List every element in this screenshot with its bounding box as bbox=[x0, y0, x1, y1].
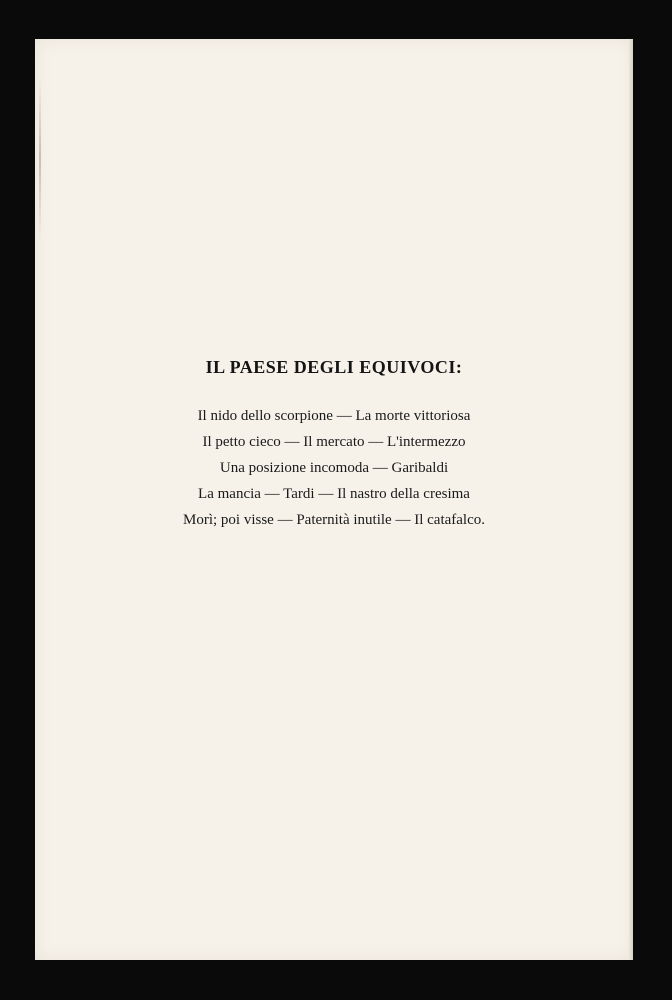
contents-line: La mancia — Tardi — Il nastro della cresima bbox=[198, 486, 470, 502]
contents-line: Il petto cieco — Il mercato — L'intermezzo bbox=[202, 434, 466, 450]
contents-list bbox=[35, 403, 633, 533]
contents-line: Il nido dello scorpione — La morte vittoriosa bbox=[197, 408, 471, 424]
contents-line: Morì; poi visse — Paternità inutile — Il catafalco. bbox=[182, 512, 485, 528]
page-crease bbox=[39, 79, 41, 239]
page-heading: IL PAESE DEGLI EQUIVOCI: bbox=[205, 357, 463, 377]
book-page bbox=[35, 39, 633, 960]
contents-line: Una posizione incomoda — Garibaldi bbox=[219, 460, 449, 476]
